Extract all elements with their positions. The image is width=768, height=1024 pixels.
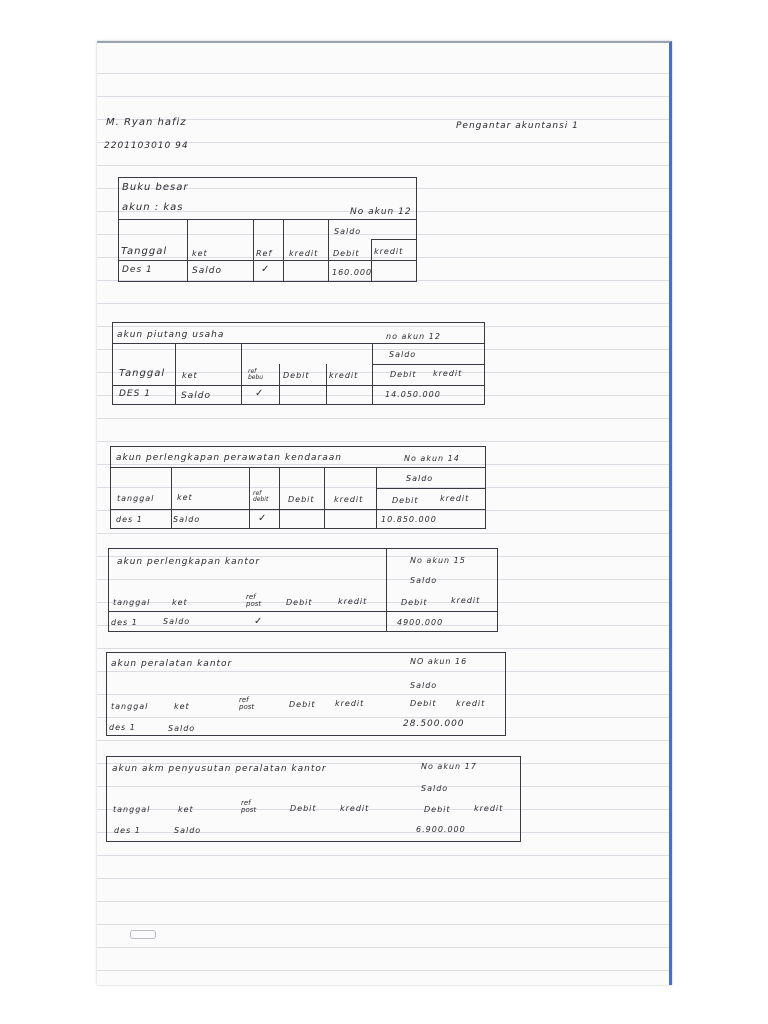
col-kredit: kredit [338,597,368,606]
col-ket: ket [174,702,190,711]
row-date: des 1 [109,723,136,732]
row-date: Des 1 [122,265,153,275]
row-saldo-debit: 6.900.000 [416,825,466,834]
col-ref: ref post [241,799,257,814]
row-saldo-debit: 28.500.000 [403,719,465,729]
col-kredit: kredit [329,371,359,380]
col-tanggal: tanggal [111,702,149,711]
col-debit: Debit [290,804,317,813]
ledger-account-no: No akun 17 [421,762,477,771]
col-debit: Debit [288,495,315,504]
col-saldo-kredit: kredit [374,247,404,256]
course-title: Pengantar akuntansi 1 [456,121,579,131]
col-ref: ref post [246,593,262,608]
col-saldo-debit: Debit [401,598,428,607]
ledger-account-name: akun perlengkapan perawatan kendaraan [116,453,342,463]
col-kredit: kredit [289,249,319,258]
saldo-header: Saldo [421,784,449,793]
ledger-account-no: No akun 15 [410,556,466,565]
ledger-account-no: no akun 12 [386,332,441,341]
saldo-header: Saldo [406,474,434,483]
row-date: des 1 [116,515,143,524]
row-date: des 1 [114,826,141,835]
col-kredit: kredit [334,495,364,504]
col-ref: ref bebu [248,368,264,381]
saldo-header: Saldo [389,350,417,359]
col-ket: ket [192,249,208,258]
col-saldo-kredit: kredit [440,494,470,503]
row-saldo-debit: 14.050.000 [385,390,441,399]
ledger-account-name: akun akm penyusutan peralatan kantor [112,764,327,774]
ledger-title: Buku besar [122,182,189,193]
col-tanggal: tanggal [113,805,151,814]
row-date: DES 1 [119,389,151,399]
col-ket: ket [172,598,188,607]
col-saldo-kredit: kredit [456,699,486,708]
saldo-header: Saldo [410,576,438,585]
ledger-account-no: NO akun 16 [410,657,468,666]
col-tanggal: tanggal [117,494,155,503]
col-ket: ket [178,805,194,814]
col-saldo-debit: Debit [392,496,419,505]
ledger-account-no: No akun 12 [350,207,412,217]
page-marker [130,930,156,939]
col-kredit: kredit [335,699,365,708]
col-saldo-debit: Debit [390,370,417,379]
col-saldo-kredit: kredit [474,804,504,813]
col-saldo-kredit: kredit [433,369,463,378]
col-saldo-debit: Debit [410,699,437,708]
student-name: M. Ryan hafiz [106,117,187,128]
col-tanggal: Tanggal [121,246,168,257]
col-debit: Debit [283,371,310,380]
checkmark-icon: ✓ [254,616,263,627]
checkmark-icon: ✓ [258,513,267,524]
row-desc: Saldo [181,391,211,401]
col-ref: Ref [256,249,273,258]
ledger-account-name: akun piutang usaha [117,330,225,340]
checkmark-icon: ✓ [261,264,270,275]
row-desc: Saldo [163,617,191,626]
col-debit: Debit [286,598,313,607]
ledger-account-name: akun peralatan kantor [111,659,233,669]
checkmark-icon: ✓ [255,388,264,399]
col-saldo-debit: Debit [424,805,451,814]
col-kredit: kredit [340,804,370,813]
saldo-header: Saldo [334,227,362,236]
row-saldo-debit: 4900.000 [397,618,444,627]
ledger-account-name: akun : kas [122,202,184,213]
row-desc: Saldo [192,266,222,276]
col-ref: ref post [239,696,255,711]
col-tanggal: tanggal [113,598,151,607]
row-saldo-debit: 160.000 [332,268,373,277]
col-tanggal: Tanggal [119,368,166,379]
col-ket: ket [182,371,198,380]
row-desc: Saldo [173,515,201,524]
col-saldo-debit: Debit [333,249,360,258]
ledger-account-no: No akun 14 [404,454,460,463]
col-saldo-kredit: kredit [451,596,481,605]
col-ket: ket [177,493,193,502]
col-debit: Debit [289,700,316,709]
row-date: des 1 [111,618,138,627]
col-ref: ref debit [253,490,269,503]
student-id: 2201103010 94 [104,141,189,151]
ledger-account-name: akun perlengkapan kantor [117,557,261,567]
row-desc: Saldo [168,724,196,733]
row-saldo-debit: 10.850.000 [381,515,437,524]
saldo-header: Saldo [410,681,438,690]
row-desc: Saldo [174,826,202,835]
